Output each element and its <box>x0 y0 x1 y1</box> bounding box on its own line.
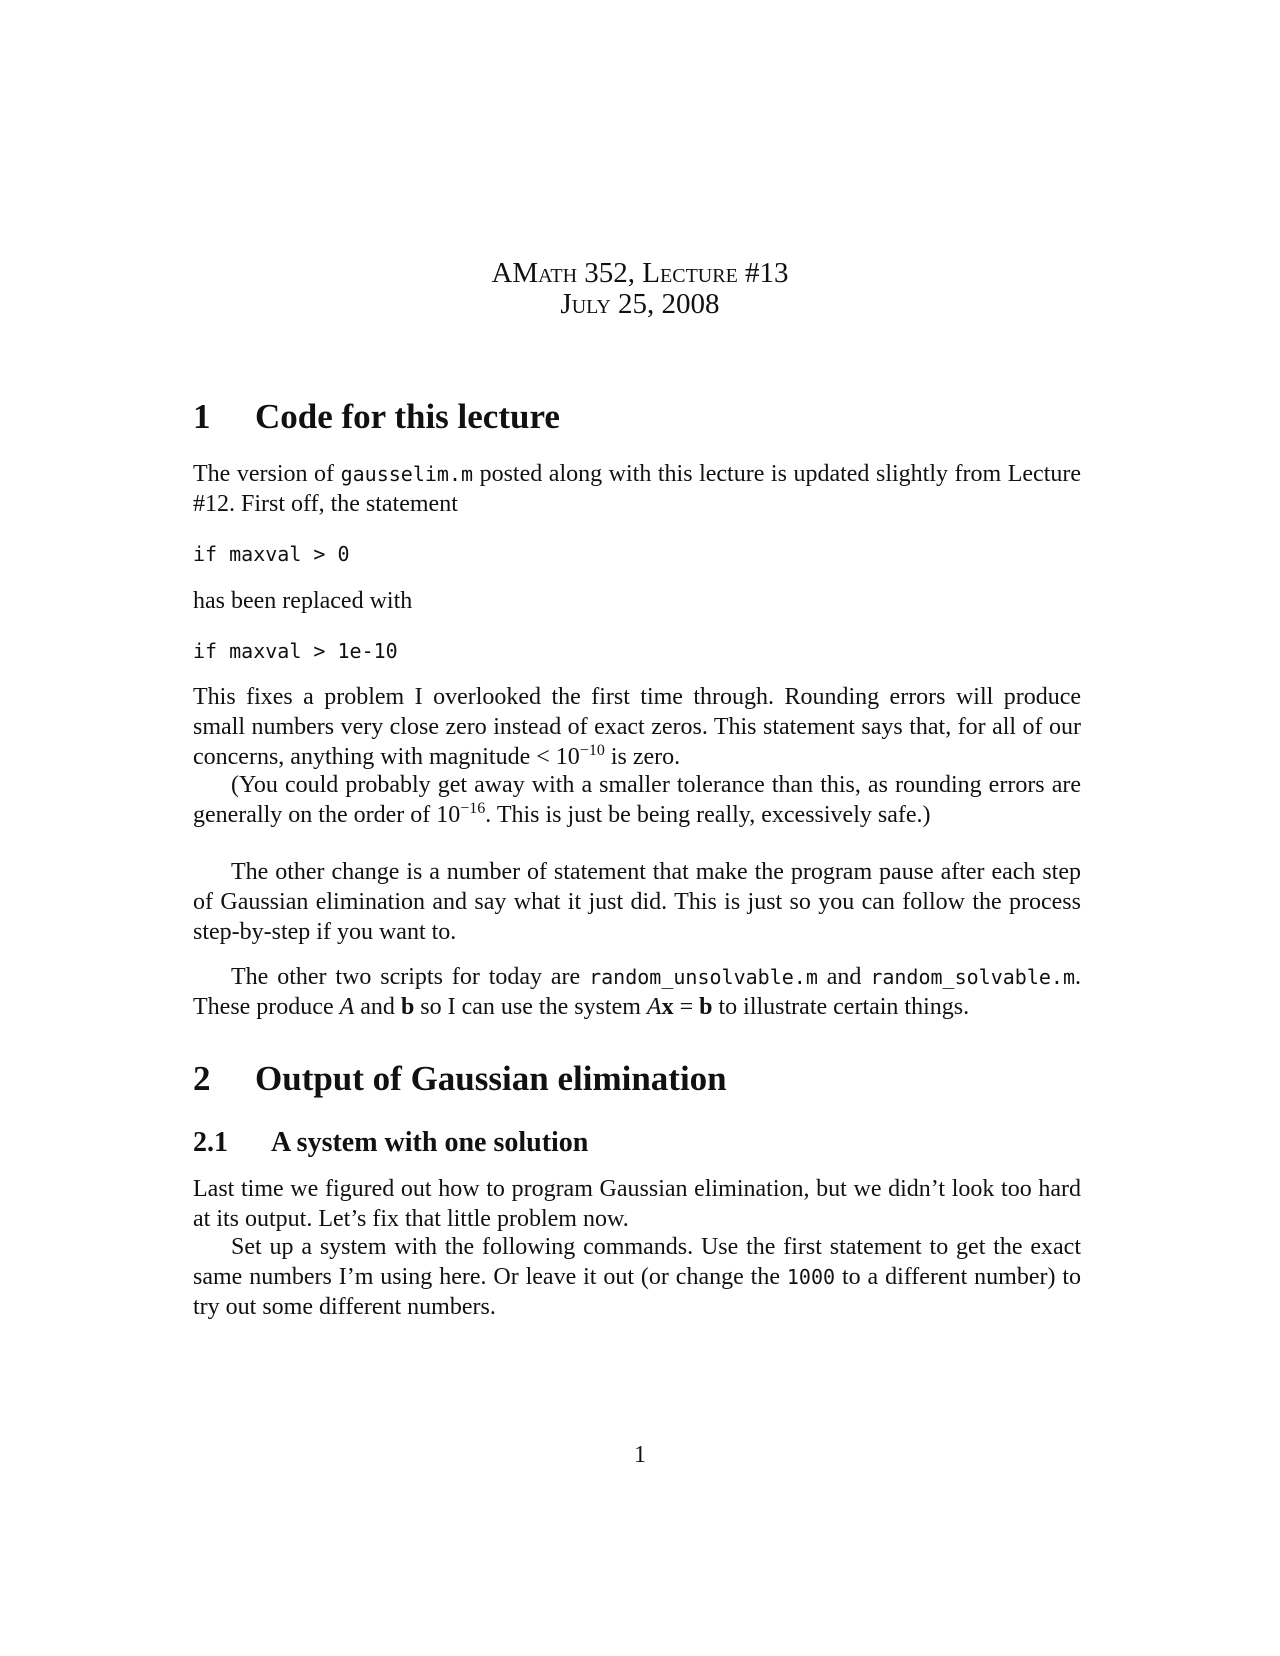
filename-gausselim: gausselim.m <box>340 462 474 486</box>
section-2-paragraph-2 <box>193 1232 1081 1322</box>
math-b: b <box>400 994 415 1020</box>
text-run: . This is just be being really, excessively safe.) <box>485 802 931 828</box>
text-run: These produce <box>193 994 334 1020</box>
section-1-paragraph-1 <box>193 459 1081 519</box>
code-snippet-2: if maxval > 1e-10 <box>193 639 398 663</box>
section-1-paragraph-3 <box>193 682 1081 772</box>
subsection-2-1-title: A system with one solution <box>271 1127 589 1158</box>
lecture-title-block <box>0 258 1280 320</box>
text-run: (You could probably get away with a smaller tolerance than this, as rounding errors are generally on the order of 10 <box>193 772 1081 828</box>
subsection-2-1-heading <box>193 1127 588 1159</box>
section-2-title: Output of Gaussian elimination <box>255 1059 727 1098</box>
text-run: to a different number) to try out some different numbers. <box>193 1264 1082 1320</box>
text-run: is zero. <box>610 744 681 770</box>
section-1-title: Code for this lecture <box>255 397 560 436</box>
text-run: . <box>1075 964 1082 990</box>
section-2-number: 2 <box>193 1059 211 1098</box>
section-1-paragraph-2: has been replaced with <box>193 588 413 614</box>
text-run: and <box>360 994 395 1020</box>
text-run: The version of <box>193 461 335 487</box>
section-1-paragraph-4 <box>193 770 1081 830</box>
math-equals: = <box>679 994 694 1020</box>
number-1000: 1000 <box>786 1265 836 1289</box>
code-snippet-1: if maxval > 0 <box>193 542 350 566</box>
section-1-number: 1 <box>193 397 211 436</box>
section-1-paragraph-5: The other change is a number of statement that make the program pause after each step of Gaussian elimination and say what it just did. This is just so you can follow the process step-by-step if you want to. <box>193 859 1081 945</box>
text-run: so I can use the system <box>420 994 641 1020</box>
math-b: b <box>699 994 713 1020</box>
section-1-paragraph-6 <box>193 962 1081 1022</box>
exponent: −10 <box>579 742 605 759</box>
text-run: and <box>826 964 862 990</box>
section-1-heading <box>193 397 560 437</box>
subsection-2-1-number: 2.1 <box>193 1127 228 1158</box>
text-run: posted along with this lecture is updated slightly from Lecture #12. First off, the statement <box>193 461 1082 517</box>
section-2-heading <box>193 1059 727 1099</box>
section-2-paragraph-1: Last time we figured out how to program Gaussian elimination, but we didn’t look too hard at its output. Let’s fix that little problem now. <box>193 1176 1081 1232</box>
filename-random-unsolvable: random_unsolvable.m <box>589 965 818 989</box>
text-run: This fixes a problem I overlooked the first time through. Rounding errors will produce small numbers very close zero instead of exact zeros. This statement says that, for all of our concerns, anything with magnitude < 10 <box>193 684 1081 770</box>
text-run: Set up a system with the following commands. Use the first statement to get the exact same numbers I’m using here. Or leave it out (or change the <box>193 1234 1081 1290</box>
math-A: A <box>646 994 662 1020</box>
text-run: to illustrate certain things. <box>718 994 970 1020</box>
math-A: A <box>339 994 355 1020</box>
lecture-date: July 25, 2008 <box>560 288 720 320</box>
filename-random-solvable: random_solvable.m <box>870 965 1076 989</box>
exponent: −16 <box>460 800 486 817</box>
page-number: 1 <box>634 1442 646 1468</box>
math-x: x <box>661 994 674 1020</box>
text-run: The other two scripts for today are <box>231 964 581 990</box>
course-title: AMath 352, Lecture #13 <box>491 257 789 289</box>
